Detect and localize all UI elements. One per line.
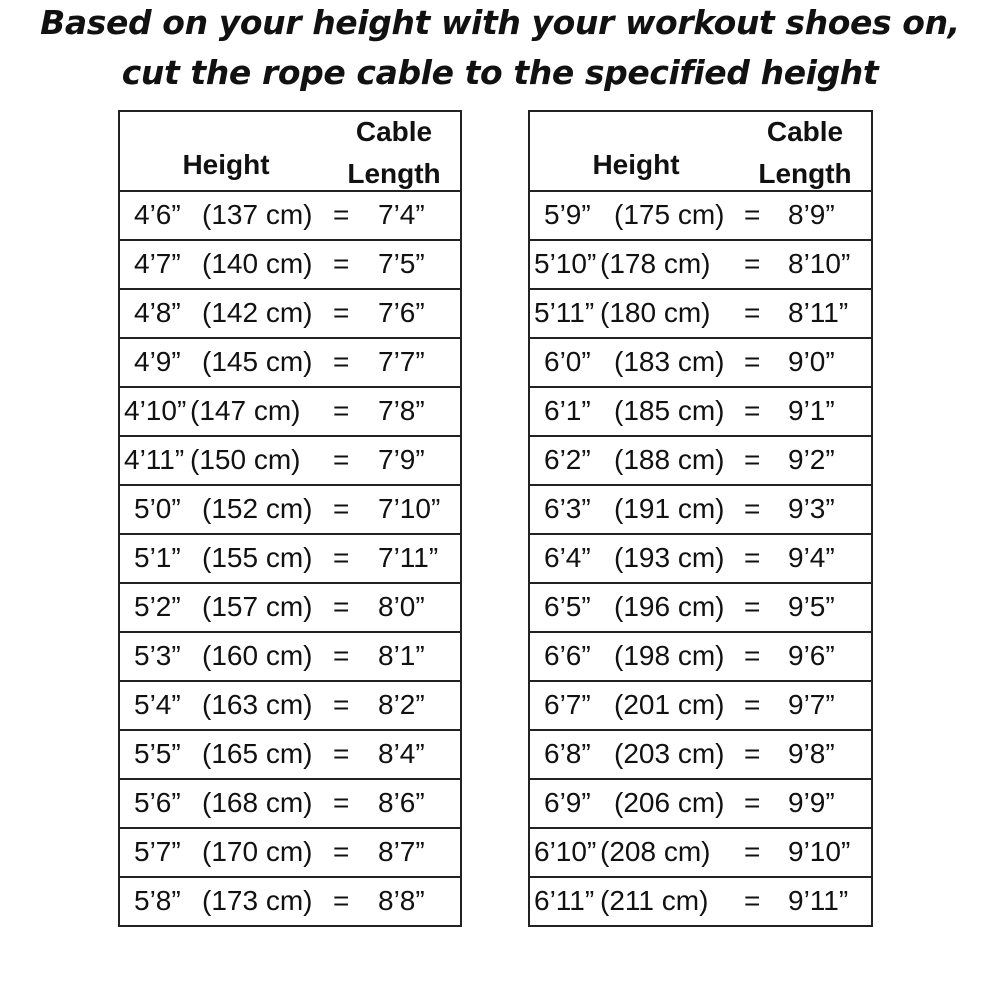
height-cm-cell: (157 cm) — [202, 591, 313, 622]
height-feet-cell: 6’5” — [544, 591, 591, 622]
cable-length-cell: 8’8” — [378, 885, 425, 916]
height-feet-cell: 6’8” — [544, 738, 591, 769]
height-cm-cell: (193 cm) — [614, 542, 725, 573]
cable-column-header-line-2: Length — [758, 158, 852, 189]
table-row — [120, 241, 460, 290]
equals-sign: = — [744, 199, 761, 230]
left-table-body — [120, 192, 460, 925]
table-row — [120, 780, 460, 829]
equals-sign: = — [333, 787, 350, 818]
height-feet-cell: 5’10” — [534, 248, 597, 279]
height-feet-cell: 6’11” — [534, 885, 595, 916]
cable-length-cell: 7’7” — [378, 346, 425, 377]
height-cm-cell: (163 cm) — [202, 689, 313, 720]
table-row — [530, 682, 871, 731]
cable-length-cell: 9’1” — [788, 395, 835, 426]
height-cm-cell: (191 cm) — [614, 493, 725, 524]
height-feet-cell: 6’4” — [544, 542, 591, 573]
cable-length-cell: 8’7” — [378, 836, 425, 867]
cable-length-cell: 8’6” — [378, 787, 425, 818]
height-cm-cell: (178 cm) — [600, 248, 711, 279]
equals-sign: = — [744, 346, 761, 377]
height-cm-cell: (183 cm) — [614, 346, 725, 377]
height-cm-cell: (206 cm) — [614, 787, 725, 818]
table-row — [120, 339, 460, 388]
equals-sign: = — [744, 885, 761, 916]
cable-length-cell: 8’1” — [378, 640, 425, 671]
height-feet-cell: 4’7” — [134, 248, 181, 279]
right-size-table — [528, 110, 873, 927]
height-column-header: Height — [592, 149, 680, 180]
equals-sign: = — [333, 836, 350, 867]
equals-sign: = — [744, 591, 761, 622]
table-row — [530, 388, 871, 437]
table-row — [120, 388, 460, 437]
height-cm-cell: (180 cm) — [600, 297, 711, 328]
height-cm-cell: (173 cm) — [202, 885, 313, 916]
equals-sign: = — [744, 297, 761, 328]
height-feet-cell: 6’7” — [544, 689, 591, 720]
table-row — [120, 437, 460, 486]
cable-length-cell: 7’9” — [378, 444, 425, 475]
equals-sign: = — [333, 689, 350, 720]
cable-length-cell: 7’5” — [378, 248, 425, 279]
equals-sign: = — [744, 248, 761, 279]
cable-length-cell: 8’11” — [788, 297, 849, 328]
equals-sign: = — [333, 493, 350, 524]
table-row — [120, 731, 460, 780]
table-row — [530, 633, 871, 682]
cable-column-header-line-2: Length — [347, 158, 441, 189]
height-feet-cell: 6’10” — [534, 836, 597, 867]
cable-length-cell: 9’6” — [788, 640, 835, 671]
height-cm-cell: (160 cm) — [202, 640, 313, 671]
height-feet-cell: 4’8” — [134, 297, 181, 328]
table-header — [120, 112, 460, 192]
cable-length-cell: 7’11” — [378, 542, 439, 573]
height-feet-cell: 5’9” — [544, 199, 591, 230]
height-feet-cell: 5’1” — [134, 542, 181, 573]
table-row — [120, 290, 460, 339]
height-cm-cell: (175 cm) — [614, 199, 725, 230]
equals-sign: = — [744, 493, 761, 524]
height-cm-cell: (165 cm) — [202, 738, 313, 769]
height-cm-cell: (147 cm) — [190, 395, 301, 426]
table-row — [530, 486, 871, 535]
height-feet-cell: 5’3” — [134, 640, 181, 671]
table-row — [530, 780, 871, 829]
right-table-body — [530, 192, 871, 925]
cable-length-cell: 8’0” — [378, 591, 425, 622]
height-feet-cell: 6’9” — [544, 787, 591, 818]
title-line-2: cut the rope cable to the specified height — [121, 53, 879, 92]
equals-sign: = — [744, 444, 761, 475]
height-feet-cell: 6’2” — [544, 444, 591, 475]
table-row — [530, 241, 871, 290]
table-row — [530, 339, 871, 388]
height-feet-cell: 5’8” — [134, 885, 181, 916]
equals-sign: = — [333, 297, 350, 328]
table-row — [120, 584, 460, 633]
equals-sign: = — [333, 444, 350, 475]
table-row — [120, 192, 460, 241]
height-feet-cell: 5’7” — [134, 836, 181, 867]
height-feet-cell: 4’9” — [134, 346, 181, 377]
cable-length-cell: 7’6” — [378, 297, 425, 328]
height-cm-cell: (185 cm) — [614, 395, 725, 426]
equals-sign: = — [333, 248, 350, 279]
cable-length-cell: 8’2” — [378, 689, 425, 720]
height-feet-cell: 6’3” — [544, 493, 591, 524]
equals-sign: = — [744, 640, 761, 671]
cable-length-cell: 8’9” — [788, 199, 835, 230]
cable-length-cell: 9’2” — [788, 444, 835, 475]
height-cm-cell: (203 cm) — [614, 738, 725, 769]
height-cm-cell: (208 cm) — [600, 836, 711, 867]
height-cm-cell: (196 cm) — [614, 591, 725, 622]
cable-length-cell: 9’11” — [788, 885, 849, 916]
equals-sign: = — [744, 836, 761, 867]
height-feet-cell: 4’11” — [124, 444, 185, 475]
height-cm-cell: (188 cm) — [614, 444, 725, 475]
equals-sign: = — [744, 395, 761, 426]
cable-length-cell: 7’4” — [378, 199, 425, 230]
height-cm-cell: (152 cm) — [202, 493, 313, 524]
height-cm-cell: (198 cm) — [614, 640, 725, 671]
height-feet-cell: 5’5” — [134, 738, 181, 769]
equals-sign: = — [333, 738, 350, 769]
height-feet-cell: 4’6” — [134, 199, 181, 230]
height-cm-cell: (137 cm) — [202, 199, 313, 230]
table-row — [120, 829, 460, 878]
cable-column-header-line-1: Cable — [355, 116, 433, 147]
equals-sign: = — [333, 346, 350, 377]
height-feet-cell: 5’11” — [534, 297, 595, 328]
height-cm-cell: (145 cm) — [202, 346, 313, 377]
table-row — [530, 192, 871, 241]
height-feet-cell: 6’1” — [544, 395, 591, 426]
cable-length-cell: 9’5” — [788, 591, 835, 622]
equals-sign: = — [744, 787, 761, 818]
cable-length-cell: 8’4” — [378, 738, 425, 769]
cable-length-cell: 9’8” — [788, 738, 835, 769]
height-cm-cell: (140 cm) — [202, 248, 313, 279]
equals-sign: = — [333, 640, 350, 671]
height-feet-cell: 6’6” — [544, 640, 591, 671]
table-row — [530, 290, 871, 339]
table-row — [530, 584, 871, 633]
height-feet-cell: 5’4” — [134, 689, 181, 720]
cable-length-cell: 9’3” — [788, 493, 835, 524]
cable-length-cell: 7’10” — [378, 493, 441, 524]
table-row — [120, 682, 460, 731]
equals-sign: = — [744, 689, 761, 720]
equals-sign: = — [333, 591, 350, 622]
height-feet-cell: 5’2” — [134, 591, 181, 622]
table-row — [120, 486, 460, 535]
table-row — [530, 535, 871, 584]
table-row — [120, 878, 460, 925]
height-cm-cell: (201 cm) — [614, 689, 725, 720]
equals-sign: = — [333, 199, 350, 230]
height-feet-cell: 4’10” — [124, 395, 187, 426]
cable-length-cell: 9’4” — [788, 542, 835, 573]
cable-length-cell: 9’7” — [788, 689, 835, 720]
cable-column-header-line-1: Cable — [766, 116, 844, 147]
table-row — [120, 633, 460, 682]
height-feet-cell: 5’6” — [134, 787, 181, 818]
height-cm-cell: (150 cm) — [190, 444, 301, 475]
equals-sign: = — [744, 738, 761, 769]
height-feet-cell: 5’0” — [134, 493, 181, 524]
equals-sign: = — [333, 885, 350, 916]
table-header — [530, 112, 871, 192]
height-column-header: Height — [182, 149, 270, 180]
cable-length-cell: 8’10” — [788, 248, 851, 279]
equals-sign: = — [744, 542, 761, 573]
height-cm-cell: (168 cm) — [202, 787, 313, 818]
cable-length-cell: 9’10” — [788, 836, 851, 867]
height-cm-cell: (142 cm) — [202, 297, 313, 328]
table-row — [530, 829, 871, 878]
table-row — [530, 437, 871, 486]
left-size-table — [118, 110, 462, 927]
table-row — [530, 878, 871, 925]
equals-sign: = — [333, 542, 350, 573]
cable-length-cell: 9’0” — [788, 346, 835, 377]
table-row — [120, 535, 460, 584]
title-line-1: Based on your height with your workout shoes on, — [40, 3, 960, 42]
equals-sign: = — [333, 395, 350, 426]
height-feet-cell: 6’0” — [544, 346, 591, 377]
cable-length-cell: 9’9” — [788, 787, 835, 818]
height-cm-cell: (155 cm) — [202, 542, 313, 573]
table-row — [530, 731, 871, 780]
cable-length-cell: 7’8” — [378, 395, 425, 426]
height-cm-cell: (211 cm) — [600, 885, 709, 916]
height-cm-cell: (170 cm) — [202, 836, 313, 867]
